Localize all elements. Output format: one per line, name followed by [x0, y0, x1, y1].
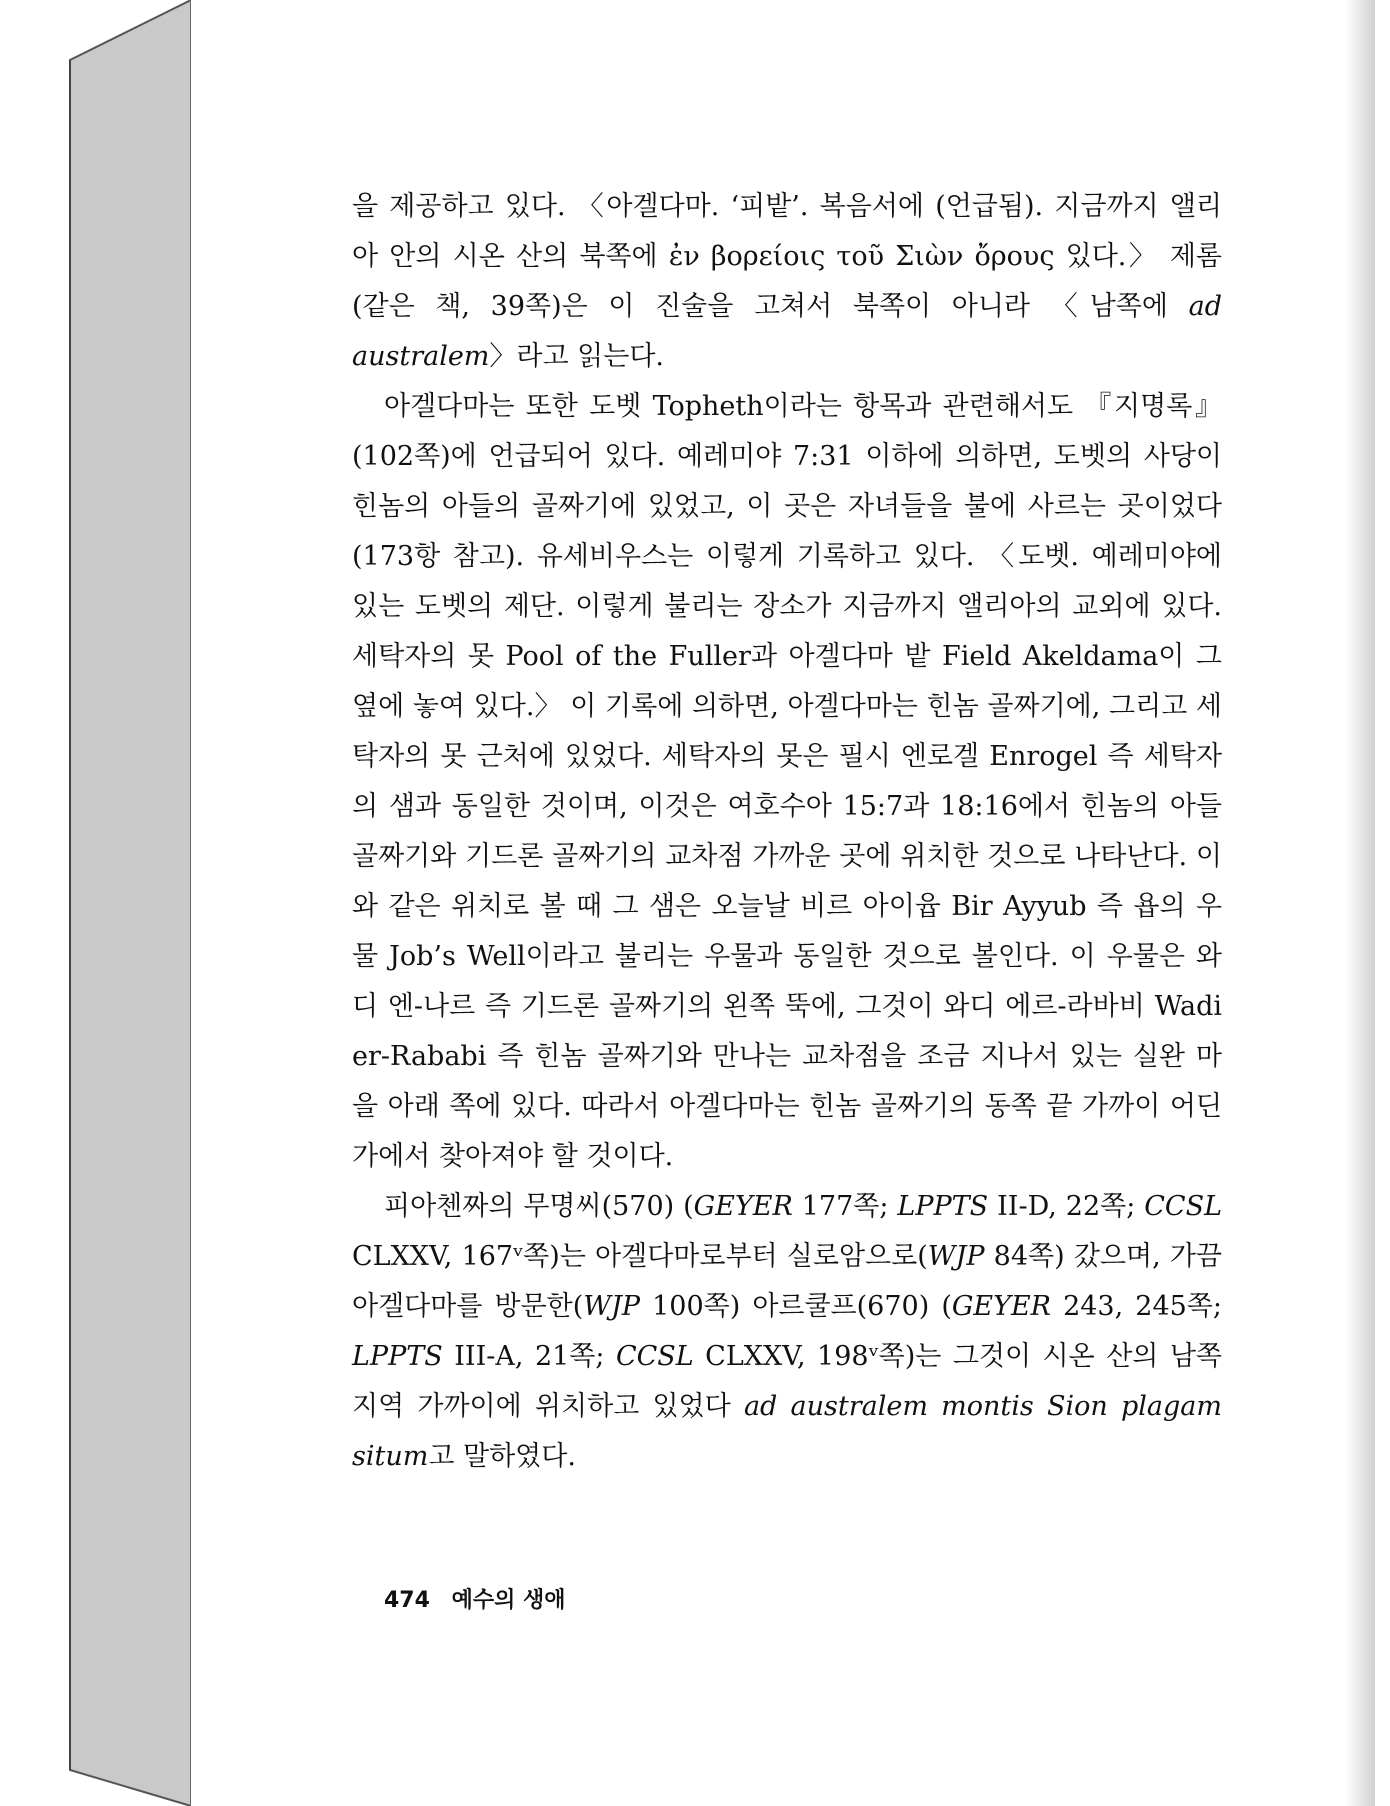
text-segment: CLXXV, 167ᵛ쪽)는 아겔다마로부터 실로암으로(	[352, 1241, 928, 1272]
text-segment: CLXXV, 198ᵛ쪽)는 그것이 시온 산의 남쪽 지역 가까이에 위치하고 있었다	[352, 1341, 1222, 1422]
italic-text: CCSL	[615, 1341, 694, 1372]
text-segment: 〉라고 읽는다.	[489, 341, 664, 372]
book-page	[191, 0, 1375, 1806]
italic-text: ad australem montis Sion plagam situm	[352, 1391, 1222, 1472]
text-segment: 을 제공하고 있다. 〈아겔다마. ‘피밭’. 복음서에 (언급됨). 지금까지 앨리아 안의 시온 산의 북쪽에 ἐν βορείοις τοῦ Σιὼν ὄρους 있다.〉 제롬(같은 책, 39쪽)은 이 진술을 고쳐서 북쪽이 아니라 〈남쪽에	[352, 191, 1222, 322]
book-spine	[0, 0, 200, 1806]
text-segment: III-A, 21쪽;	[442, 1341, 616, 1372]
page-number: 474	[384, 1588, 430, 1613]
italic-text: WJP	[583, 1291, 641, 1322]
italic-text: GEYER	[693, 1191, 793, 1222]
text-segment: 243, 245쪽;	[1051, 1291, 1222, 1322]
italic-text: LPPTS	[352, 1341, 443, 1372]
paragraph	[352, 1182, 1222, 1482]
text-segment: 84쪽) 갔으며, 가끔 아겔다마를 방문한(	[352, 1241, 1223, 1322]
body-text	[352, 182, 1222, 1482]
page-edge-shadow	[1345, 0, 1375, 1806]
text-segment: 피아첸짜의 무명씨(570) (	[384, 1191, 694, 1222]
italic-text: LPPTS	[897, 1191, 989, 1222]
italic-text: GEYER	[951, 1291, 1051, 1322]
paragraph	[352, 182, 1222, 382]
text-segment: 100쪽) 아르쿨프(670) (	[640, 1291, 952, 1322]
text-segment: 아겔다마는 또한 도벳 Topheth이라는 항목과 관련해서도 『지명록』(102쪽)에 언급되어 있다. 예레미야 7:31 이하에 의하면, 도벳의 사당이 힌놈의 아들의 골짜기에 있었고, 이 곳은 자녀들을 불에 사르는 곳이었다(173항 참고). 유세비우스는 이렇게 기록하고 있다. 〈도벳. 예레미야에 있는 도벳의 제단. 이렇게 불리는 장소가 지금까지 앨리아의 교외에 있다. 세탁자의 못 Pool of the Fuller과 아겔다마 밭 Field Akeldama이 그 옆에 놓여 있다.〉 이 기록에 의하면, 아겔다마는 힌놈 골짜기에, 그리고 세탁자의 못 근처에 있었다. 세탁자의 못은 필시 엔로겔 Enrogel 즉 세탁자의 샘과 동일한 것이며, 이것은 여호수아 15:7과 18:16에서 힌놈의 아들 골짜기와 기드론 골짜기의 교차점 가까운 곳에 위치한 것으로 나타난다. 이와 같은 위치로 볼 때 그 샘은 오늘날 비르 아이윱 Bir Ayyub 즉 욥의 우물 Job’s Well이라고 불리는 우물과 동일한 것으로 볼인다. 이 우물은 와디 엔-나르 즉 기드론 골짜기의 왼쪽 뚝에, 그것이 와디 에르-라바비 Wadi er-Rababi 즉 힌놈 골짜기와 만나는 교차점을 조금 지나서 있는 실완 마을 아래 쪽에 있다. 따라서 아겔다마는 힌놈 골짜기의 동쪽 끝 가까이 어딘가에서 찾아져야 할 것이다.	[352, 391, 1222, 1172]
text-segment: 고 말하였다.	[428, 1441, 576, 1472]
paragraph	[352, 382, 1222, 1182]
text-segment: II-D, 22쪽;	[988, 1191, 1145, 1222]
italic-text: ad australem	[352, 291, 1222, 372]
italic-text: WJP	[927, 1241, 985, 1272]
page-footer	[384, 1583, 566, 1614]
italic-text: CCSL	[1144, 1191, 1222, 1222]
text-segment: 177쪽;	[792, 1191, 898, 1222]
running-title: 예수의 생애	[451, 1588, 566, 1613]
